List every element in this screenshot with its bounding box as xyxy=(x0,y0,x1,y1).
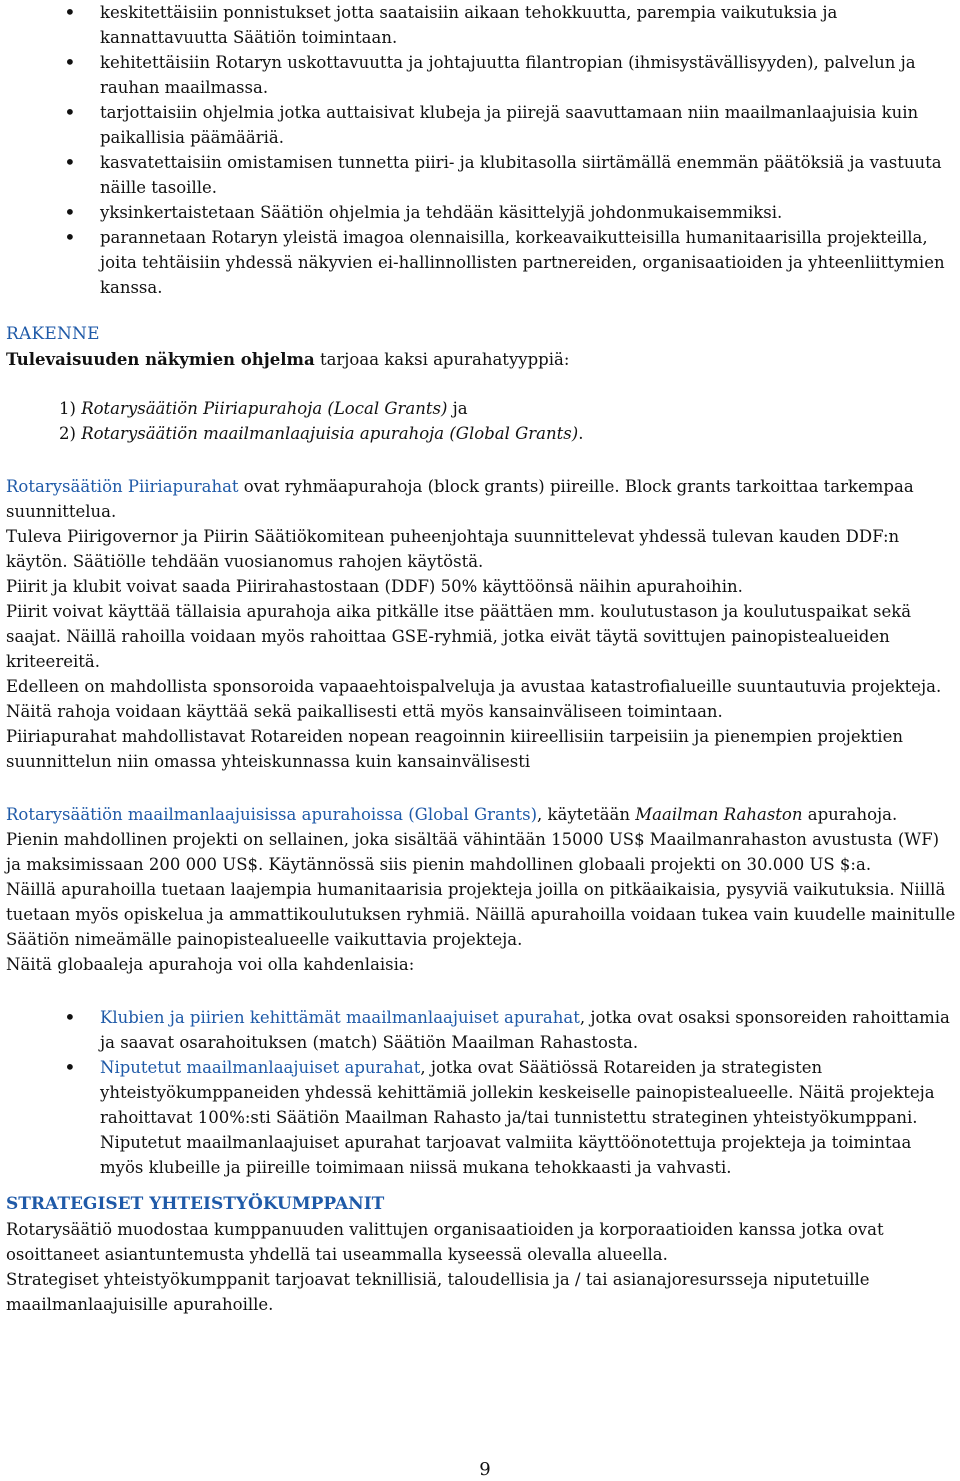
list-item: • keskitettäisiin ponnistukset jotta saataisiin aikaan tehokkuutta, parempia vaikutuksia ja kannattavuutta Säätiön toimintaan. xyxy=(6,0,956,50)
paragraph: Piirit ja klubit voivat saada Piirirahastostaan (DDF) 50% käyttöönsä näihin apurahoihin. xyxy=(6,577,743,596)
local-grants-text: ovat ryhmäapurahoja (block grants) piireille. Block grants tarkoittaa tarkempaa suunnittelua. xyxy=(6,477,914,521)
objectives-list xyxy=(6,0,956,300)
list-item xyxy=(59,421,956,446)
global-grant-types-list xyxy=(6,1005,956,1180)
list-item-text: , jotka ovat osaksi sponsoreiden rahoittamia ja saavat osarahoituksen (match) Säätiön Maailman Rahastosta. xyxy=(100,1008,950,1052)
local-grants-link[interactable]: Rotarysäätiön Piiriapurahat xyxy=(6,477,239,496)
grant-type-text: Rotarysäätiön maailmanlaajuisia apurahoja (Global Grants) xyxy=(81,424,579,443)
grant-type-suffix: ja xyxy=(447,399,468,418)
list-item xyxy=(6,1055,956,1180)
list-item: • kasvatettaisiin omistamisen tunnetta piiri- ja klubitasolla siirtämällä enemmän päätöksiä ja vastuuta näille tasoille. xyxy=(6,150,956,200)
paragraph: Rotarysäätiö muodostaa kumppanuuden valittujen organisaatioiden ja korporaatioiden kanssa jotka ovat osoittaneet asiantuntemusta yhdellä tai useammalla kyseessä olevalla alueella. xyxy=(6,1220,884,1264)
rakenne-intro xyxy=(6,347,956,372)
grant-type-number: 2) xyxy=(59,424,82,443)
grant-types-list xyxy=(59,396,956,446)
grant-type-number: 1) xyxy=(59,399,82,418)
paragraph: Piiriapurahat mahdollistavat Rotareiden nopean reagoinnin kiireellisiin tarpeisiin ja pienempien projektien suunnittelun niin omassa yhteiskunnassa kuin kansainvälisesti xyxy=(6,727,903,771)
intro-bold: Tulevaisuuden näkymien ohjelma xyxy=(6,350,315,369)
global-grants-link[interactable]: Rotarysäätiön maailmanlaajuisissa apurahoissa (Global Grants) xyxy=(6,805,538,824)
global-grants-text-end: apurahoja. xyxy=(802,805,898,824)
list-item: • kehitettäisiin Rotaryn uskottavuutta ja johtajuutta filantropian (ihmisystävällisyyden), palvelun ja rauhan maailmassa. xyxy=(6,50,956,100)
paragraph: Piirit voivat käyttää tällaisia apurahoja aika pitkälle itse päättäen mm. koulutustason ja koulutuspaikat sekä saajat. Näillä rahoilla voidaan myös rahoittaa GSE-ryhmiä, jotka eivät täytä sovittujen painopistealueiden kriteereitä. xyxy=(6,602,912,671)
list-item-text: , jotka ovat Säätiössä Rotareiden ja strategisten yhteistyökumppaneiden yhdessä kehittämiä jollekin keskeiselle painopistealueelle. Näitä projekteja rahoittavat 100%:sti Säätiön Maailman Rahasto ja/tai tunnistettu strateginen yhteistyökumppani. Niputetut maailmanlaajuiset apurahat tarjoavat valmiita käyttöönotettuja projekteja ja toimintaa myös klubeille ja piireille toimimaan niissä mukana tehokkaasti ja vahvasti. xyxy=(100,1058,935,1177)
list-item xyxy=(59,396,956,421)
section-heading-rakenne: RAKENNE xyxy=(6,324,100,344)
paragraph: Näillä apurahoilla tuetaan laajempia humanitaarisia projekteja joilla on pitkäaikaisia, pysyviä vaikutuksia. Niillä tuetaan myös opiskelua ja ammattikoulutuksen ryhmiä. Näillä apurahoilla voidaan tukea vain kuudelle mainitulle Säätiön nimeämälle painopistealueelle vaikuttavia projekteja. xyxy=(6,880,956,949)
list-item: • tarjottaisiin ohjelmia jotka auttaisivat klubeja ja piirejä saavuttamaan niin maailmanlaajuisia kuin paikallisia päämääriä. xyxy=(6,100,956,150)
global-grants-text: , käytetään xyxy=(537,805,636,824)
paragraph: Näitä globaaleja apurahoja voi olla kahdenlaisia: xyxy=(6,955,415,974)
paragraph: Strategiset yhteistyökumppanit tarjoavat teknillisiä, taloudellisia ja / tai asianajoresursseja niputetuille maailmanlaajuisille apurahoille. xyxy=(6,1270,870,1314)
packaged-grants-link[interactable]: Niputetut maailmanlaajuiset apurahat xyxy=(100,1058,421,1077)
list-item: • parannetaan Rotaryn yleistä imagoa olennaisilla, korkeavaikutteisilla humanitaarisilla projekteilla, joita tehtäisiin yhdessä näkyvien ei-hallinnollisten partnereiden, organisaatioiden ja yhteenliittymien kanssa. xyxy=(6,225,956,300)
local-grants-paragraph xyxy=(6,474,956,524)
global-grants-paragraph xyxy=(6,802,956,827)
grant-type-suffix: . xyxy=(578,424,584,443)
grant-type-text: Rotarysäätiön Piiriapurahoja (Local Grants) xyxy=(81,399,448,418)
list-item xyxy=(6,1005,956,1055)
club-district-grants-link[interactable]: Klubien ja piirien kehittämät maailmanlaajuiset apurahat xyxy=(100,1008,580,1027)
paragraph: Edelleen on mahdollista sponsoroida vapaaehtoispalveluja ja avustaa katastrofialueille suuntautuvia projekteja. Näitä rahoja voidaan käyttää sekä paikallisesti että myös kansainväliseen toimintaan. xyxy=(6,677,942,721)
list-item: • yksinkertaistetaan Säätiön ohjelmia ja tehdään käsittelyjä johdonmukaisemmiksi. xyxy=(6,200,956,225)
world-fund-name: Maailman Rahaston xyxy=(635,805,803,824)
page-number: 9 xyxy=(479,1459,491,1480)
paragraph: Tuleva Piirigovernor ja Piirin Säätiökomitean puheenjohtaja suunnittelevat yhdessä tulevan kauden DDF:n käytön. Säätiölle tehdään vuosianomus rahojen käytöstä. xyxy=(6,527,900,571)
paragraph: Pienin mahdollinen projekti on sellainen, joka sisältää vähintään 15000 US$ Maailmanrahaston avustusta (WF) ja maksimissaan 200 000 US$. Käytännössä siis pienin mahdollinen globaali projekti on 30.000 US $:a. xyxy=(6,830,940,874)
section-heading-strategic: STRATEGISET YHTEISTYÖKUMPPANIT xyxy=(6,1194,385,1214)
intro-rest: tarjoaa kaksi apurahatyyppiä: xyxy=(314,350,570,369)
document-page xyxy=(6,0,956,1317)
